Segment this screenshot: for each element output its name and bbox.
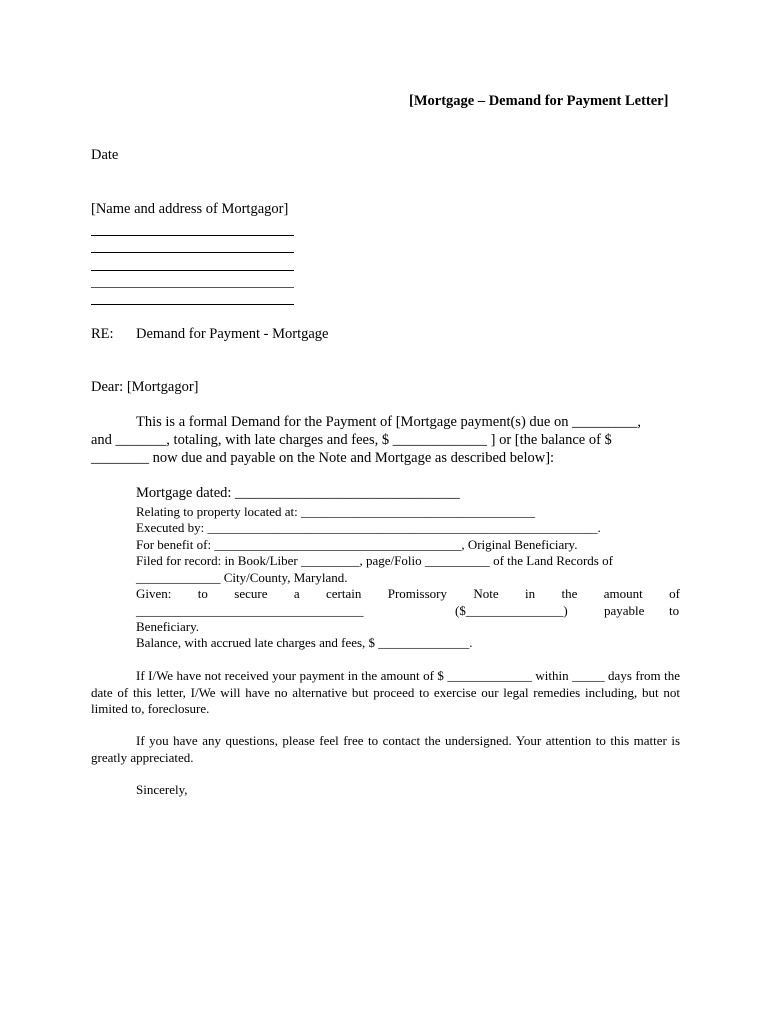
mortgagor-address-line — [91, 304, 294, 305]
mortgagor-block-label: [Name and address of Mortgagor] — [91, 201, 289, 217]
mortgagor-address-line — [91, 270, 294, 271]
word: a — [293, 586, 300, 601]
demand-line-3: ________ now due and payable on the Note and Mortgage as described below]: — [91, 450, 555, 466]
given-line-1 — [136, 586, 680, 602]
beneficiary: Beneficiary. — [136, 619, 200, 634]
demand-line-2: and _______, totaling, with late charges and fees, $ _____________ ] or [the balance of $ — [91, 432, 612, 448]
property-location: Relating to property located at: ____________________________________ — [136, 504, 535, 519]
filed-for-record: Filed for record: in Book/Liber _________, page/Folio __________ of the Land Records of — [136, 553, 613, 568]
payable-word: payable — [604, 603, 645, 618]
word: certain — [326, 586, 362, 601]
word: secure — [234, 586, 268, 601]
mortgagor-address-line — [91, 252, 294, 253]
word: of — [669, 586, 680, 601]
for-benefit-of: For benefit of: ______________________________________, Original Beneficiary. — [136, 537, 578, 552]
mortgagor-address-line — [91, 287, 294, 288]
city-county: _____________ City/County, Maryland. — [136, 570, 348, 585]
executed-by: Executed by: ____________________________________________________________. — [136, 520, 601, 535]
given-amount-figure: ($_______________) — [455, 603, 568, 618]
word: in — [525, 586, 536, 601]
page-title: [Mortgage – Demand for Payment Letter] — [409, 93, 669, 109]
salutation: Dear: [Mortgagor] — [91, 379, 199, 395]
demand-line-1: This is a formal Demand for the Payment of [Mortgage payment(s) due on _________, — [136, 414, 641, 430]
given-amount-blank: ___________________________________ — [136, 603, 364, 618]
date-label: Date — [91, 147, 119, 163]
mortgage-dated: Mortgage dated: _______________________________ — [136, 485, 460, 501]
questions-paragraph: If you have any questions, please feel free to contact the undersigned. Your attention to this matter is greatly appreciated. — [91, 733, 680, 765]
closing: Sincerely, — [136, 782, 188, 797]
re-subject: Demand for Payment - Mortgage — [136, 326, 329, 342]
word: the — [561, 586, 578, 601]
word: Note — [473, 586, 499, 601]
mortgagor-address-line — [91, 235, 294, 236]
word: to — [197, 586, 208, 601]
to-word: to — [669, 603, 680, 618]
word: Given: — [136, 586, 172, 601]
remedy-paragraph: If I/We have not received your payment in the amount of $ _____________ within _____ days from the date of this letter, I/We will have no alternative but proceed to exercise our legal remedies including, but not limited to, foreclosure. — [91, 668, 680, 716]
word: amount — [603, 586, 643, 601]
balance-line: Balance, with accrued late charges and fees, $ ______________. — [136, 635, 473, 650]
word: Promissory — [387, 586, 447, 601]
re-label: RE: — [91, 326, 114, 342]
